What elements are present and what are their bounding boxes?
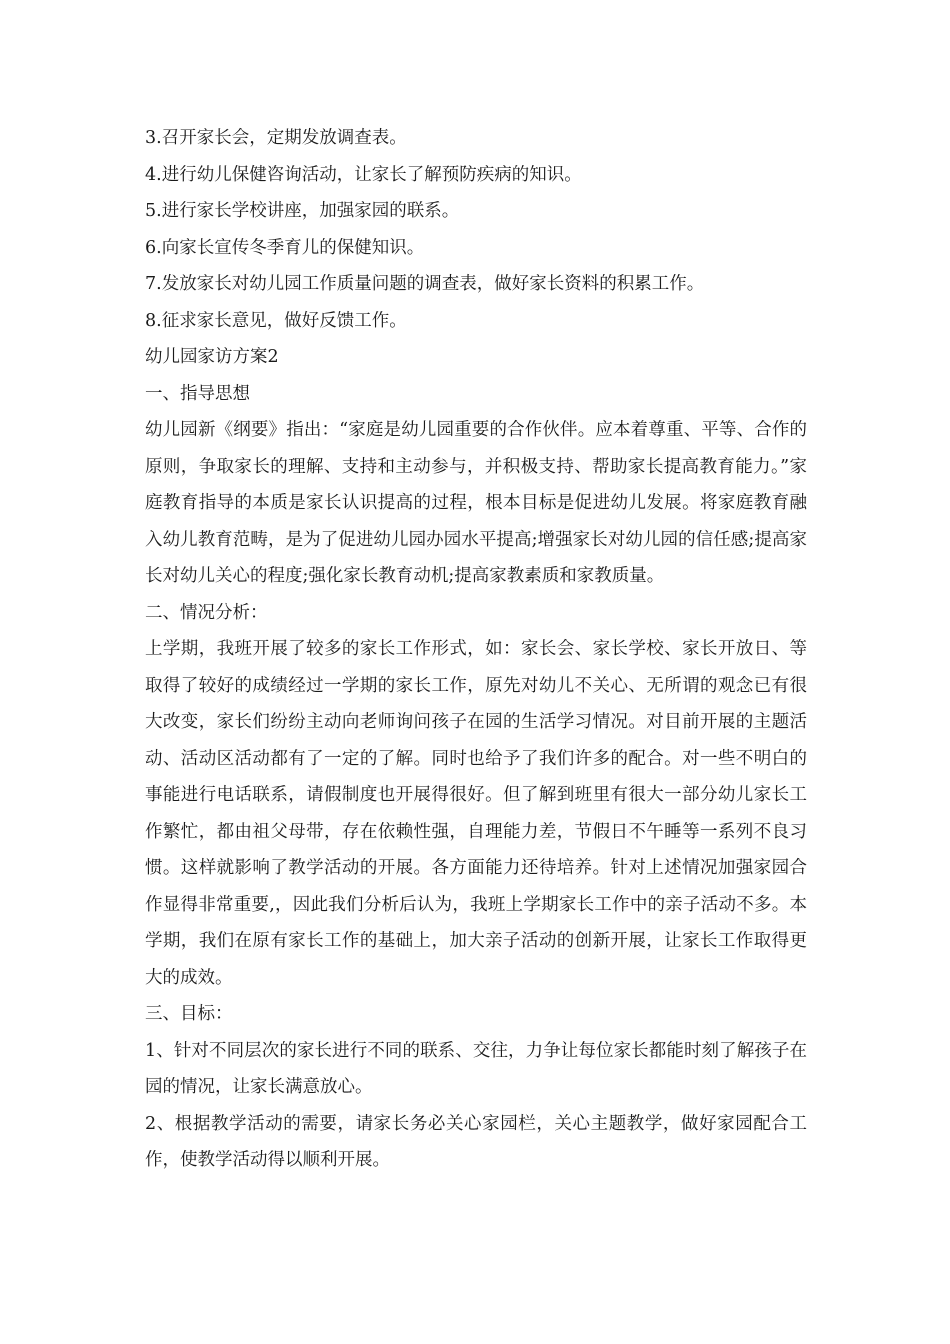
heading-goals: 三、目标： <box>145 1004 233 1024</box>
goal-item-1: 1、针对不同层次的家长进行不同的联系、交往，力争让每位家长都能时刻了解孩子在园的情况，让家长满意放心。 <box>145 1040 807 1097</box>
heading-situation-analysis: 二、情况分析： <box>145 602 268 623</box>
list-item-5: 5.进行家长学校讲座，加强家园的联系。 <box>145 201 460 221</box>
list-item-4: 4.进行幼儿保健咨询活动，让家长了解预防疾病的知识。 <box>145 164 582 185</box>
list-item-3: 3.召开家长会，定期发放调查表。 <box>145 128 407 148</box>
section-title: 幼儿园家访方案2 <box>145 347 279 367</box>
goal-item-2: 2、根据教学活动的需要，请家长务必关心家园栏，关心主题教学，做好家园配合工作，使教学活动得以顺利开展。 <box>145 1113 807 1170</box>
paragraph-situation-analysis: 上学期，我班开展了较多的家长工作形式，如：家长会、家长学校、家长开放日、等取得了较好的成绩经过一学期的家长工作，原先对幼儿不关心、无所谓的观念已有很大改变，家长们纷纷主动向老师询问孩子在园的生活学习情况。对目前开展的主题活动、活动区活动都有了一定的了解。同时也给予了我们许多的配合。对一些不明白的事能进行电话联系，请假制度也开展得很好。但了解到班里有很大一部分幼儿家长工作繁忙，都由祖父母带，存在依赖性强，自理能力差，节假日不午睡等一系列不良习惯。这样就影响了教学活动的开展。各方面能力还待培养。针对上述情况加强家园合作显得非常重要,，因此我们分析后认为，我班上学期家长工作中的亲子活动不多。本学期，我们在原有家长工作的基础上，加大亲子活动的创新开展，让家长工作取得更大的成效。 <box>145 639 807 988</box>
list-item-6: 6.向家长宣传冬季育儿的保健知识。 <box>145 237 425 258</box>
heading-guiding-idea: 一、指导思想 <box>145 383 250 404</box>
list-item-8: 8.征求家长意见，做好反馈工作。 <box>145 310 407 331</box>
document-body <box>145 120 807 1179</box>
list-item-7: 7.发放家长对幼儿园工作质量问题的调查表，做好家长资料的积累工作。 <box>145 274 705 294</box>
paragraph-guiding-idea: 幼儿园新《纲要》指出：“家庭是幼儿园重要的合作伙伴。应本着尊重、平等、合作的原则，争取家长的理解、支持和主动参与，并积极支持、帮助家长提高教育能力。”家庭教育指导的本质是家长认识提高的过程，根本目标是促进幼儿发展。将家庭教育融入幼儿教育范畴，是为了促进幼儿园办园水平提高;增强家长对幼儿园的信任感;提高家长对幼儿关心的程度;强化家长教育动机;提高家教素质和家教质量。 <box>145 420 807 586</box>
